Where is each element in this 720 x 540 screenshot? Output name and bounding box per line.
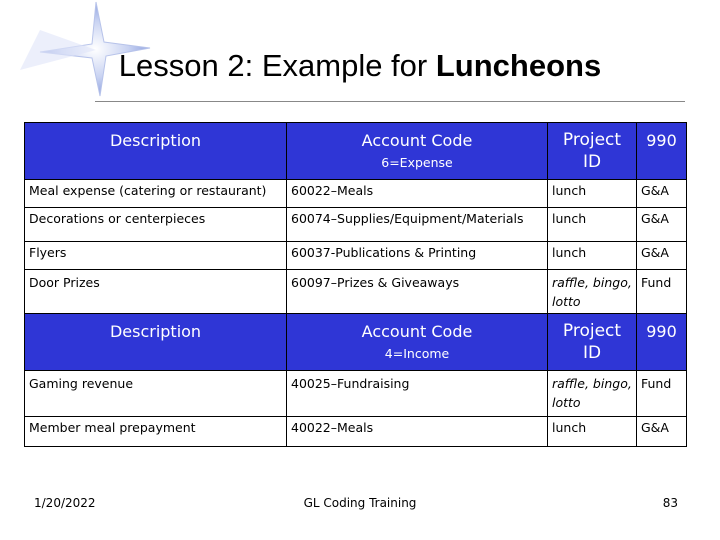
- row-description: Door Prizes: [25, 270, 287, 314]
- table-row: [25, 208, 687, 242]
- expense-project-header: Project ID: [562, 130, 622, 172]
- title-emphasis: Luncheons: [435, 48, 602, 83]
- row-fund: G&A: [637, 417, 687, 447]
- expense-fund-header: 990: [646, 131, 677, 150]
- expense-account-sub: 6=Expense: [381, 155, 453, 170]
- income-description-header: Description: [109, 322, 202, 341]
- row-description: Meal expense (catering or restaurant): [25, 180, 287, 208]
- coding-table: [24, 122, 687, 447]
- row-account: 40025–Fundraising: [287, 371, 548, 417]
- income-project-header: Project ID: [562, 321, 622, 363]
- row-project: raffle, bingo, lotto: [548, 371, 637, 417]
- row-description: Decorations or centerpieces: [25, 208, 287, 242]
- row-project: lunch: [548, 180, 637, 208]
- row-fund: G&A: [637, 180, 687, 208]
- title-rule: [95, 101, 685, 102]
- row-project: lunch: [548, 417, 637, 447]
- footer-center-text: GL Coding Training: [303, 496, 417, 510]
- row-description: Gaming revenue: [25, 371, 287, 417]
- income-account-header: Account Code: [361, 322, 473, 341]
- table-row: [25, 371, 687, 417]
- row-project: raffle, bingo, lotto: [548, 270, 637, 314]
- income-account-sub: 4=Income: [384, 346, 450, 361]
- row-project: lunch: [548, 208, 637, 242]
- income-header-row: [25, 314, 687, 371]
- row-fund: Fund: [637, 371, 687, 417]
- row-description: Member meal prepayment: [25, 417, 287, 447]
- row-account: 60074–Supplies/Equipment/Materials: [287, 208, 548, 242]
- row-account: 60022–Meals: [287, 180, 548, 208]
- row-fund: G&A: [637, 208, 687, 242]
- row-account: 60097–Prizes & Giveaways: [287, 270, 548, 314]
- table-row: [25, 242, 687, 270]
- income-fund-header: 990: [646, 322, 677, 341]
- row-description: Flyers: [25, 242, 287, 270]
- expense-account-header: Account Code: [361, 131, 473, 150]
- expense-header-row: [25, 123, 687, 180]
- row-project: lunch: [548, 242, 637, 270]
- row-account: 40022–Meals: [287, 417, 548, 447]
- row-fund: G&A: [637, 242, 687, 270]
- table-row: [25, 417, 687, 447]
- expense-description-header: Description: [109, 131, 202, 150]
- slide-title: Lesson 2: Example for Luncheons: [118, 48, 602, 83]
- table-row: [25, 180, 687, 208]
- row-account: 60037-Publications & Printing: [287, 242, 548, 270]
- table-row: [25, 270, 687, 314]
- footer-date: 1/20/2022: [34, 496, 96, 510]
- row-fund: Fund: [637, 270, 687, 314]
- page-number: 83: [662, 496, 678, 510]
